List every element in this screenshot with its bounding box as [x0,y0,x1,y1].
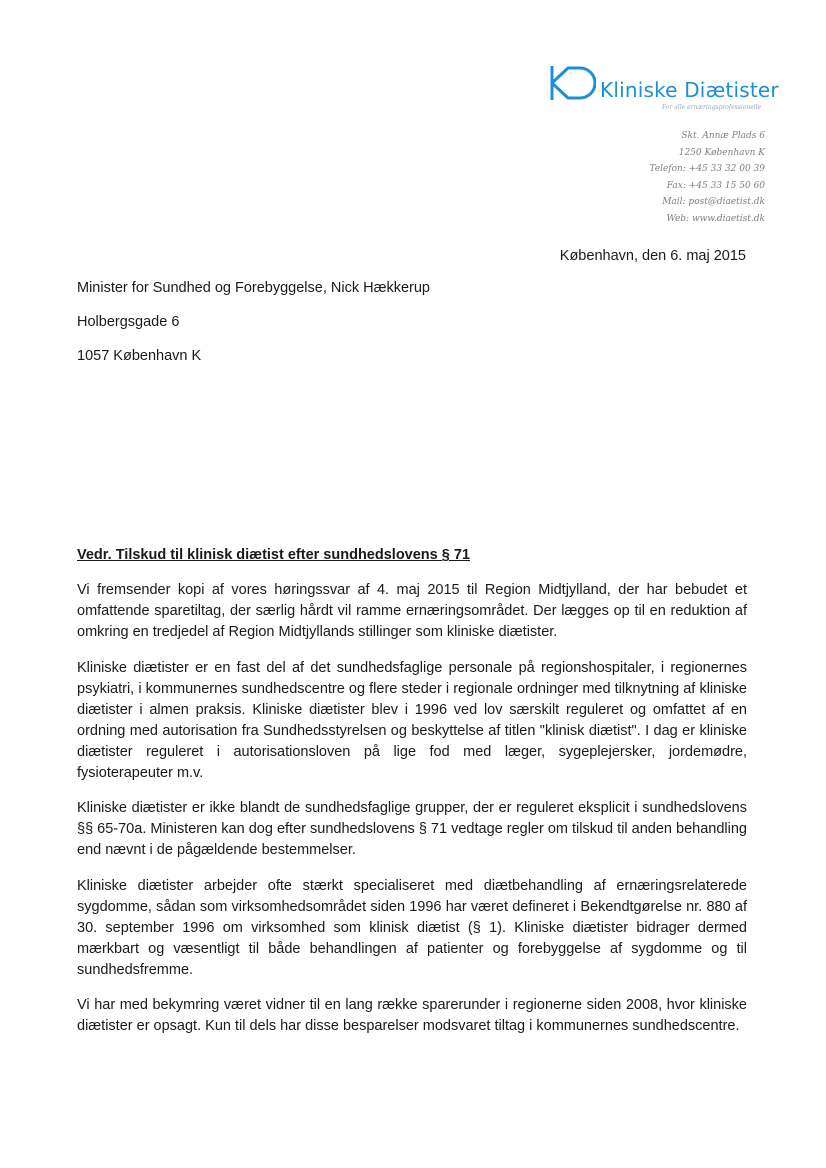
recipient-name: Minister for Sundhed og Forebyggelse, Nick Hækkerup [77,280,430,296]
letter-date: København, den 6. maj 2015 [559,248,746,264]
body-paragraph: Vi fremsender kopi af vores høringssvar af 4. maj 2015 til Region Midtjylland, der har bebudet et omfattende sparetiltag, der særlig hårdt vil ramme ernæringsområdet. Der lægges op til en reduktion af omkring en tredjedel af Region Midtjyllands stillinger som kliniske diætister. [77,582,747,640]
recipient-street: Holbergsgade 6 [77,314,180,330]
kd-logo-mark-icon [548,64,596,104]
letter-subject: Vedr. Tilskud til klinisk diætist efter sundhedslovens § 71 [77,547,470,563]
body-paragraph: Kliniske diætister er en fast del af det sundhedsfaglige personale på regionshospitaler, i regionernes psykiatri, i kommunernes sundhedscentre og flere steder i regionale ordninger med tilknytning af kliniske diætister i almen praksis. Kliniske diætister blev i 1996 ved lov særskilt reguleret og omfattet af en ordning med autorisation fra Sundhedsstyrelsen og beskyttelse af titlen "klinisk diætist". I dag er kliniske diætister reguleret i autorisationsloven på lige fod med læger, sygeplejersker, jordemødre, fysioterapeuter m.v. [77,659,747,781]
sender-address-block [649,128,765,227]
address-phone: Telefon: +45 33 32 00 39 [649,164,765,174]
recipient-city: 1057 København K [77,348,202,364]
organization-tagline: For alle ernæringsprofessionelle [662,104,762,111]
organization-name: Kliniske Diætister [600,78,779,102]
body-paragraph: Kliniske diætister er ikke blandt de sundhedsfaglige grupper, der er reguleret eksplicit i sundhedslovens §§ 65-70a. Ministeren kan dog efter sundhedslovens § 71 vedtage regler om tilskud til anden behandling end nævnt i de pågældende bestemmelser. [77,800,747,858]
body-paragraph: Vi har med bekymring været vidner til en lang række sparerunder i regionerne siden 2008, hvor kliniske diætister er opsagt. Kun til dels har disse besparelser modsvaret tiltag i kommunernes sundhedscentre. [77,997,747,1034]
address-mail: Mail: post@diaetist.dk [662,197,765,207]
address-web: Web: www.diaetist.dk [666,213,765,224]
organization-logo [548,64,778,114]
recipient-block [77,280,430,382]
letter-body [77,580,747,1052]
address-fax: Fax: +45 33 15 50 60 [666,180,765,191]
address-city: 1250 København K [678,147,765,158]
body-paragraph: Kliniske diætister arbejder ofte stærkt specialiseret med diætbehandling af ernæringsrelaterede sygdomme, sådan som virksomhedsområdet siden 1996 har været defineret i Bekendtgørelse nr. 880 af 30. september 1996 om virksomhed som klinisk diætist (§ 1). Kliniske diætister bidrager dermed mærkbart og væsentligt til både behandlingen af patienter og forebyggelse af sygdomme og til sundhedsfremme. [77,877,747,978]
address-street: Skt. Annæ Plads 6 [681,131,765,141]
